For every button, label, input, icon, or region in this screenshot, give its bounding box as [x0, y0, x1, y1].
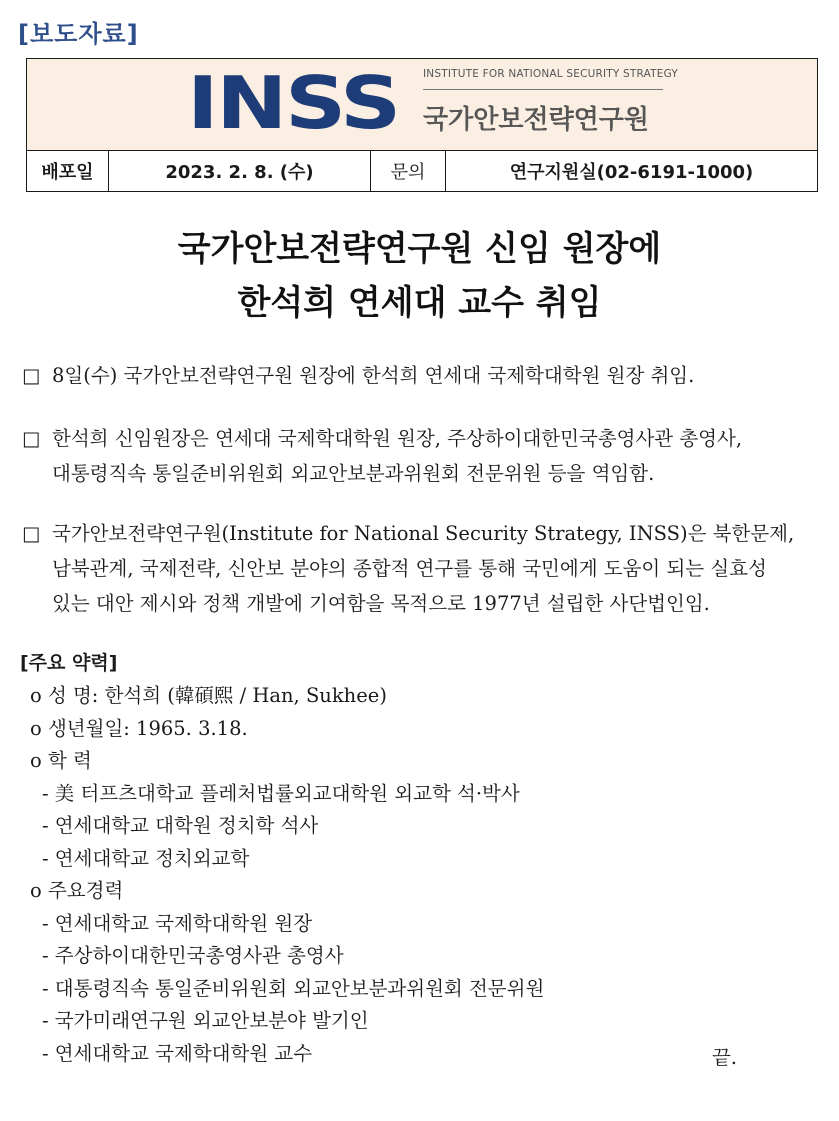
career-item: - 연세대학교 국제학대학원 원장	[42, 911, 313, 935]
headline	[0, 222, 839, 330]
end-mark: 끝.	[711, 1046, 737, 1069]
profile-education-label: o 학 력	[30, 749, 92, 772]
logo-korean-name: 국가안보전략연구원	[423, 105, 650, 135]
paragraph-3	[22, 516, 822, 621]
paragraph-line: 8일(수) 국가안보전략연구원 원장에 한석희 연세대 국제학대학원 원장 취임.	[52, 364, 695, 387]
career-item: - 대통령직속 통일준비위원회 외교안보분과위원회 전문위원	[42, 976, 545, 1000]
masthead	[26, 58, 818, 192]
education-item: - 연세대학교 대학원 정치학 석사	[42, 814, 319, 837]
paragraph-2	[22, 421, 822, 491]
headline-line-1: 국가안보전략연구원 신임 원장에	[177, 229, 662, 269]
paragraph-line: 한석희 신임원장은 연세대 국제학대학원 원장, 주상하이대한민국총영사관 총영사,	[52, 427, 743, 450]
release-info-row	[27, 151, 817, 191]
logo-band	[27, 59, 817, 151]
logo-english-name: INSTITUTE FOR NATIONAL SECURITY STRATEGY	[423, 68, 679, 80]
checkbox-bullet-icon: □	[22, 364, 41, 387]
paragraph-1	[22, 358, 822, 393]
paragraph-line: 대통령직속 통일준비위원회 외교안보분과위원회 전문위원 등을 역임함.	[52, 462, 655, 485]
profile-list	[30, 680, 810, 1070]
release-date-value: 2023. 2. 8. (수)	[109, 151, 371, 191]
document-type-label: [보도자료]	[18, 20, 139, 48]
logo-divider	[423, 89, 663, 90]
career-item: - 연세대학교 국제학대학원 교수	[42, 1041, 313, 1065]
headline-line-2: 한석희 연세대 교수 취임	[237, 283, 602, 323]
career-item: - 주상하이대한민국총영사관 총영사	[42, 944, 344, 967]
education-item: - 연세대학교 정치외교학	[42, 846, 250, 870]
inss-logo: INSS	[187, 61, 399, 145]
release-date-label: 배포일	[27, 151, 109, 191]
education-item: - 美 터프츠대학교 플레처법률외교대학원 외교학 석·박사	[42, 781, 520, 805]
career-item: - 국가미래연구원 외교안보분야 발기인	[42, 1009, 369, 1032]
contact-value: 연구지원실(02-6191-1000)	[509, 162, 754, 183]
paragraph-line: 있는 대안 제시와 정책 개발에 기여함을 목적으로 1977년 설립한 사단법인임.	[52, 592, 710, 615]
checkbox-bullet-icon: □	[22, 427, 41, 450]
profile-section-title: [주요 약력]	[20, 652, 118, 674]
contact-label: 문의	[371, 151, 446, 191]
profile-career-label: o 주요경력	[30, 879, 124, 902]
profile-name: o 성 명: 한석희 (韓碩熙 / Han, Sukhee)	[30, 684, 387, 707]
paragraph-line: 남북관계, 국제전략, 신안보 분야의 종합적 연구를 통해 국민에게 도움이 되는 실효성	[52, 557, 767, 580]
checkbox-bullet-icon: □	[22, 522, 41, 545]
paragraph-line: 국가안보전략연구원(Institute for National Security Strategy, INSS)은 북한문제,	[52, 522, 795, 545]
profile-birth: o 생년월일: 1965. 3.18.	[30, 716, 248, 740]
